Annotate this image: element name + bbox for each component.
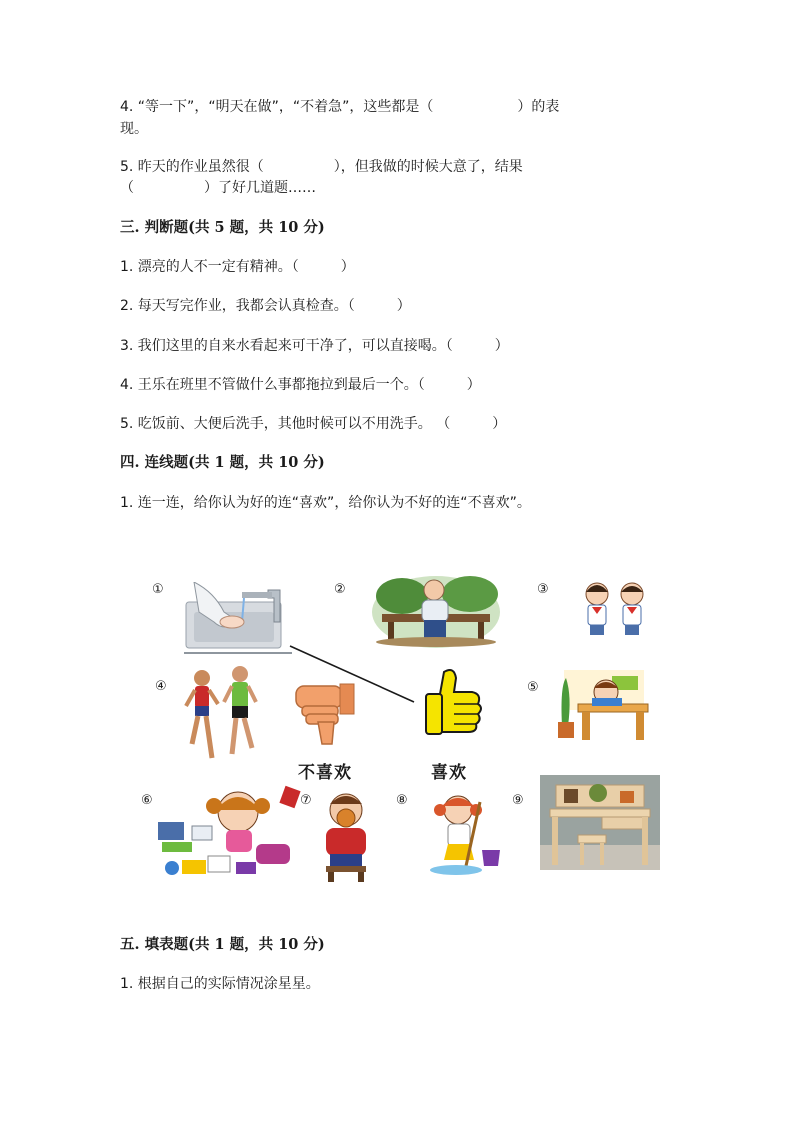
man-on-bench-picture — [372, 572, 500, 648]
picture-number-8: ⑧ — [396, 793, 408, 808]
question-4-line-2: 现。 — [120, 121, 148, 137]
picture-number-9: ⑨ — [512, 793, 524, 808]
runners-picture — [182, 662, 262, 766]
picture-number-1: ① — [152, 582, 164, 597]
picture-number-2: ② — [334, 582, 346, 597]
question-5-line-2: （ ）了好几道题…… — [120, 180, 316, 196]
thumbs-up-icon — [420, 666, 488, 738]
picture-number-7: ⑦ — [300, 793, 312, 808]
judge-item-3: 3. 我们这里的自来水看起来可干净了，可以直接喝。（ ） — [120, 338, 509, 354]
table-instruction: 1. 根据自己的实际情况涂星星。 — [120, 976, 320, 992]
judge-item-2: 2. 每天写完作业，我都会认真检查。（ ） — [120, 298, 411, 314]
picture-number-4: ④ — [155, 679, 167, 694]
table-section-heading: 五. 填表题(共 1 题，共 10 分) — [120, 936, 325, 953]
hand-washing-picture — [184, 582, 292, 658]
judge-item-4: 4. 王乐在班里不管做什么事都拖拉到最后一个。（ ） — [120, 377, 481, 393]
messy-room-girl-picture — [152, 782, 302, 880]
dislike-label: 不喜欢 — [298, 763, 352, 783]
judge-section-heading: 三. 判断题(共 5 题，共 10 分) — [120, 219, 325, 236]
question-4-line-1: 4. “等一下”，“明天在做”，“不着急”，这些都是（ ）的表 — [120, 99, 560, 115]
study-desk-picture — [540, 775, 660, 870]
picture-number-6: ⑥ — [141, 793, 153, 808]
girl-cleaning-picture — [426, 792, 504, 878]
picture-number-3: ③ — [537, 582, 549, 597]
connecting-line — [280, 640, 420, 706]
matching-section-heading: 四. 连线题(共 1 题，共 10 分) — [120, 454, 325, 471]
judge-item-5: 5. 吃饭前、大便后洗手，其他时候可以不用洗手。 （ ） — [120, 416, 507, 432]
judge-item-1: 1. 漂亮的人不一定有精神。（ ） — [120, 259, 355, 275]
question-5-line-1: 5. 昨天的作业虽然很（ ），但我做的时候大意了，结果 — [120, 159, 523, 175]
two-children-picture — [580, 580, 650, 642]
like-label: 喜欢 — [431, 763, 467, 783]
picture-number-5: ⑤ — [527, 680, 539, 695]
boy-eating-picture — [318, 790, 374, 882]
child-sleeping-at-desk-picture — [556, 666, 652, 746]
matching-instruction: 1. 连一连，给你认为好的连“喜欢”，给你认为不好的连“不喜欢”。 — [120, 495, 531, 511]
